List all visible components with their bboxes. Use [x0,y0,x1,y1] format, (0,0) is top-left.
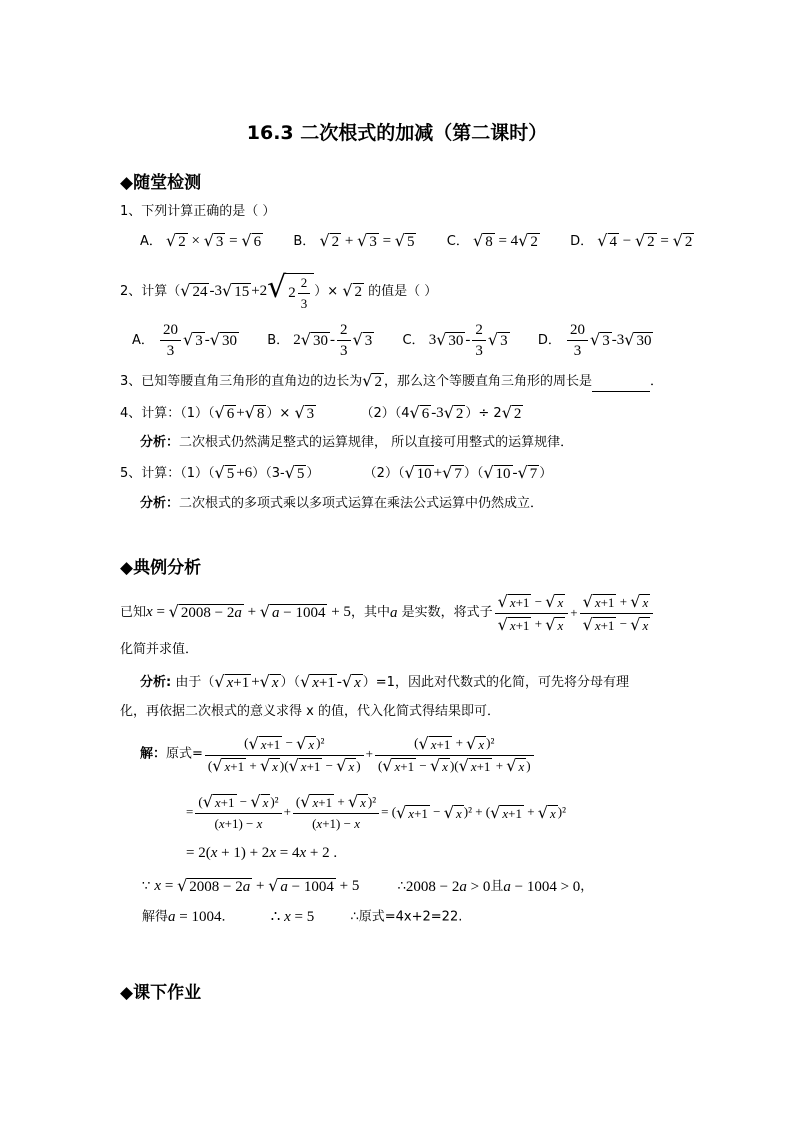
q2-options [132,320,653,361]
q2-option-d-label: D． [537,333,561,349]
q2-option-a-label: A． [132,333,154,349]
q1-option-a-math: √ 2 × √ 3 = √ 6 [166,231,262,251]
section-heading-homework: ◆课下作业 [120,983,202,1003]
q1-stem: 1、下列计算正确的是（ ） [120,204,276,219]
q1-option-d-math: √ 4 − √ 2 = √ 2 [597,231,693,251]
q1-option-b-label: B． [293,234,316,250]
q2-option-a-math: $\frac{20}{3}$ √ 3 -√ 30 [158,320,239,361]
example-analysis-2: 化，再依据二次根式的意义求得 x 的值，代入化简式得结果即可． [120,704,500,719]
solution-line-5: 解得a = 1004． ∴ x = 5 ∴原式=4x+2=22. [142,909,463,925]
answer-blank[interactable] [592,377,650,392]
solution-line-2: = $\frac{\text{(√ x+1 − √ x )²}}{(x+1) - x}$ + $\frac{\text{(√ x+1 + √ x )²}}{(x+1) - x}$ = (√ x+1 − √ x )² + (√ x+1 + √ x )² [186,792,567,832]
solution-line-3: = 2(x + 1) + 2x = 4x + 2 . [186,845,338,861]
section-heading-practice: ◆随堂检测 [120,173,202,193]
q2-option-c-math: 3√ 30 - $\frac{2}{3}$ √ 3 [428,322,508,360]
q1-option-d-label: D． [570,234,594,250]
example-analysis-1: 分析: 由于（√ x+1 +√ x ）（√ x+1 -√ x ）=1，因此对代数式的化简，可先将分母有理 [140,672,629,692]
solution-line-4: ∵ x = √ 2008 − 2a + √ a − 1004 + 5 ∴2008 − 2a > 0且a − 1004 > 0， [142,876,594,896]
q4-analysis: 分析：二次根式仍然满足整式的运算规律， 所以直接可用整式的运算规律． [140,435,574,450]
q5-analysis: 分析：二次根式的多项式乘以多项式运算在乘法公式运算中仍然成立． [140,496,544,511]
page-title: 16.3 二次根式的加减（第二课时） [246,122,548,144]
q1-option-b-math: √ 2 + √ 3 = √ 5 [319,231,415,251]
q1-option-c-math: √ 8 = 4√ 2 [472,231,538,251]
q1-options [140,231,694,252]
q2-option-b-label: B． [267,333,290,349]
q2-option-b-math: 2√ 30 - $\frac{2}{3}$ √ 3 [293,322,373,360]
q2-option-d-math: $\frac{20}{3}$ √ 3 -3√ 30 [565,320,653,361]
q3: 3、已知等腰直角三角形的直角边的边长为√ 2 ，那么这个等腰直角三角形的周长是 ． [120,371,664,391]
q4: 4、计算：（1）（√ 6 +√ 8 ）× √ 3 （2）（4√ 6 -3√ 2 ）÷ 2√ 2 [120,403,522,423]
section-heading-examples: ◆典例分析 [120,558,202,578]
q5: 5、计算：（1）（√ 5 +6）（3-√ 5 ） （2）（√ 10 +√ 7 ）（√ 10 -√ 7 ） [120,463,553,483]
q1-option-a-label: A． [140,234,162,250]
solution-line-1: 解：原式= $\frac{\text{(√ x+1 − √ x )²}}{(√ x+1 + √ x )(√ x+1 - √ x )}$ + $\frac{\text{(√ x+1 + √ x )²}}{(√ x+1 - √ x )(√ x+1 + √ x )}$ [140,732,536,777]
q1-option-c-label: C． [446,234,469,250]
q2-stem: 2、计算（√ 24 -3√ 15 +2√ 2 $\frac{2}{3}$ ）× √ 2 的值是（ ） [120,270,438,312]
example-given: 已知x = √ 2008 − 2a + √ a − 1004 + 5，其中a 是实数，将式子 $\frac{√ x+1 - √ x}{√ x+1 + √ x}$ + $\frac{√ x+1 + √ x}{√ x+1 - √ x}$ [120,590,655,635]
q2-option-c-label: C． [402,333,425,349]
example-given-end: 化简并求值． [120,642,199,657]
